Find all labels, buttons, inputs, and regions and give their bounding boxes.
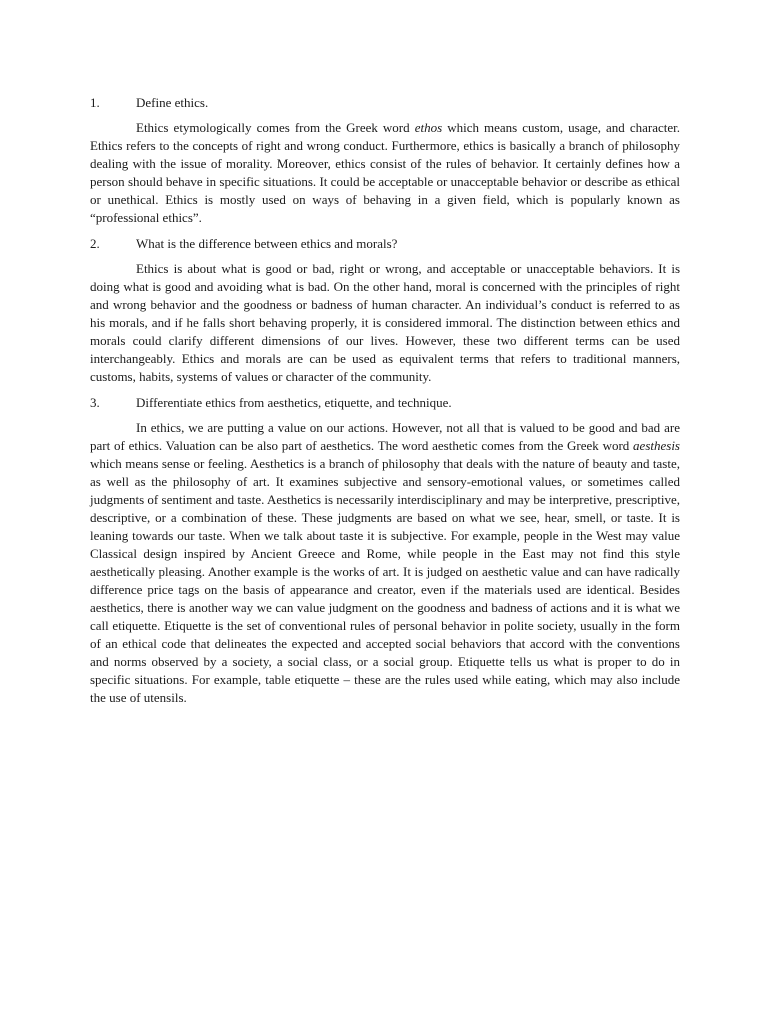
document-page <box>90 94 680 715</box>
question-number: 3. <box>90 395 100 410</box>
question-number: 2. <box>90 236 100 251</box>
answer-1 <box>90 119 680 227</box>
answer-text: Ethics is about what is good or bad, right or wrong, and acceptable or unacceptable behaviors. It is doing what is good and avoiding what is bad. On the other hand, moral is concerned with the principles of right and wrong behavior and the goodness or badness of human character. An individual’s conduct is referred to as his morals, and if he falls short behaving properly, it is considered immoral. The distinction between ethics and morals could clarify different dimensions of our lives. However, these two different terms can be used interchangeably. Ethics and morals are can be used as equivalent terms that refers to traditional manners, customs, habits, systems of values or character of the community. <box>90 261 680 384</box>
question-1 <box>90 94 680 112</box>
answer-2 <box>90 260 680 386</box>
answer-text: Ethics etymologically comes from the Greek word <box>136 120 415 135</box>
greek-term: ethos <box>414 120 443 135</box>
question-text: Differentiate ethics from aesthetics, etiquette, and technique. <box>136 395 452 410</box>
question-text: What is the difference between ethics and morals? <box>136 236 398 251</box>
answer-text: In ethics, we are putting a value on our actions. However, not all that is valued to be good and bad are part of ethics. Valuation can be also part of aesthetics. The word aesthetic comes from the Greek word <box>90 420 680 453</box>
greek-term: aesthesis <box>633 438 680 453</box>
question-2 <box>90 235 680 253</box>
answer-text: which means sense or feeling. Aesthetics is a branch of philosophy that deals with the nature of beauty and taste, as well as the philosophy of art. It examines subjective and sensory-emotional values, or sometimes called judgments of sentiment and taste. Aesthetics is necessarily interdisciplinary and may be interpretive, prescriptive, descriptive, or a combination of these. These judgments are based on what we see, hear, smell, or taste. It is leaning towards our taste. When we talk about taste it is subjective. For example, people in the West may value Classical design inspired by Ancient Greece and Rome, while people in the East may not find this style aesthetically pleasing. Another example is the works of art. It is judged on aesthetic value and can have radically difference price tags on the basis of appearance and creator, even if the materials used are identical. Besides aesthetics, there is another way we can value judgment on the goodness and badness of actions and it is what we call etiquette. Etiquette is the set of conventional rules of personal behavior in polite society, usually in the form of an ethical code that delineates the expected and accepted social behaviors that accord with the conventions and norms observed by a society, a social class, or a social group. Etiquette tells us what is proper to do in specific situations. For example, table etiquette – these are the rules used while eating, which may also include the use of utensils. <box>90 456 680 705</box>
question-number: 1. <box>90 95 100 110</box>
answer-3 <box>90 419 680 707</box>
question-3 <box>90 394 680 412</box>
answer-text: which means custom, usage, and character. Ethics refers to the concepts of right and wrong conduct. Furthermore, ethics is basically a branch of philosophy dealing with the issue of morality. Moreover, ethics consist of the rules of behavior. It certainly defines how a person should behave in specific situations. It could be acceptable or unacceptable behavior or describe as ethical or unethical. Ethics is mostly used on ways of behaving in a given field, which is popularly known as “professional ethics”. <box>90 120 681 225</box>
question-text: Define ethics. <box>136 95 209 110</box>
